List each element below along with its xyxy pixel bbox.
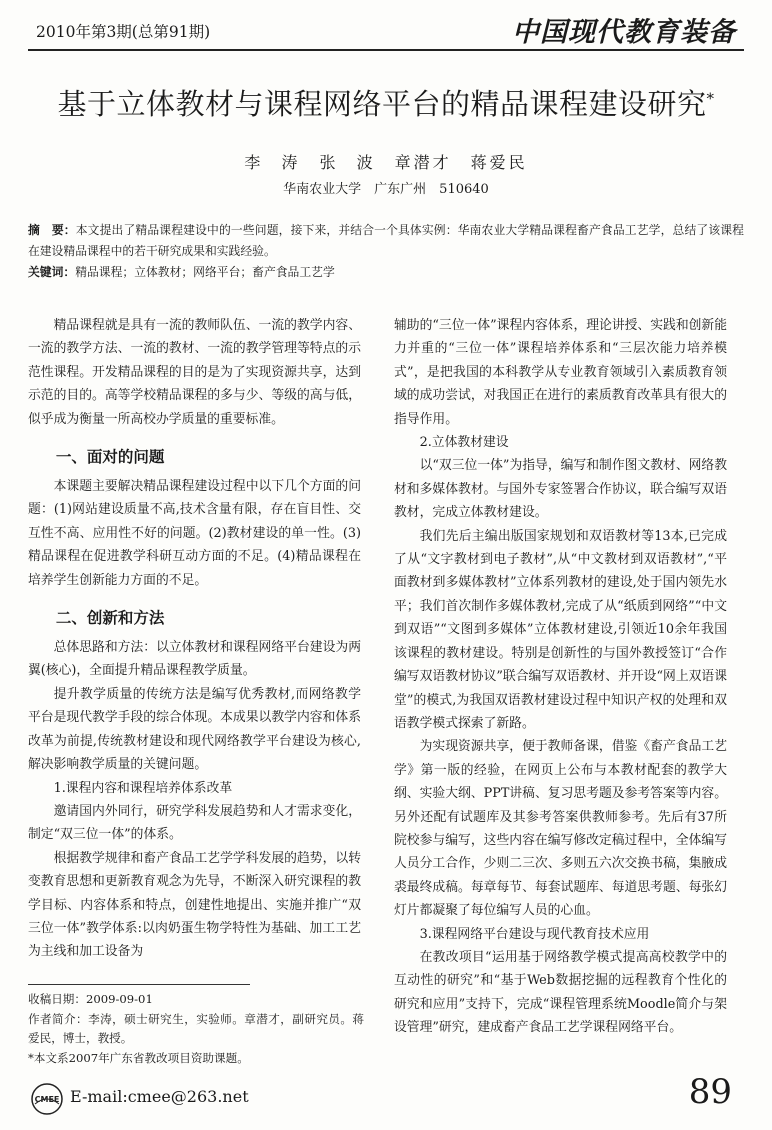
section-heading-problems: 一、面对的问题: [55, 448, 165, 467]
abstract-text: 本文提出了精品课程建设中的一些问题，接下来，并结合一个具体实例：华南农业大学精品课程畜产食品工艺学，总结了该课程在建设精品课程中的若干研究成果和实践经验。: [28, 223, 744, 258]
methods-paragraph-3: 邀请国内外同行，研究学科发展趋势和人才需求变化，制定“双三位一体”的体系。: [28, 803, 361, 843]
journal-name: 中国现代教育装备: [512, 17, 736, 48]
footnote-divider: [28, 984, 250, 985]
methods-paragraph-1: 总体思路和方法：以立体教材和课程网络平台建设为两翼(核心)，全面提升精品课程教学质量。: [28, 640, 361, 679]
textbook-paragraph-3: 为实现资源共享，便于教师备课，借鉴《畜产食品工艺学》第一版的经验，在网页上公布与本教材配套的教学大纲、实验大纲、PPT讲稿、复习思考题及参考答案等内容。另外还配有试题库及其参考答案供教师参考。先后有37所院校参与编写，这些内容在编写修改定稿过程中，全体编写人员分工合作，少则二三次、多则五六次交换书稿，集腋成裘最终成稿。每章每节、每套试题库、每道思考题、每张幻灯片都凝聚了每位编写人员的心血。: [394, 739, 727, 919]
platform-paragraph: 在教改项目“运用基于网络教学模式提高高校教学中的互动性的研究”和“基于Web数据挖掘的远程教育个性化的研究和应用”支持下，完成“课程管理系统Moodle简介与架设管理”研究，建成畜产食品工艺学课程网络平台。: [394, 949, 727, 1036]
continued-paragraph: 辅助的“三位一体”课程内容体系，理论讲授、实践和创新能力并重的“三位一体”课程培养体系和“三层次能力培养模式”，是把我国的本科教学从专业教育领域引入素质教育领域的成功尝试，对我国正在进行的素质教育改革具有很大的指导作用。: [394, 318, 728, 427]
textbook-paragraph-2: 我们先后主编出版国家规划和双语教材等13本,已完成了从“文字教材到电子教材”,从“中文教材到双语教材”,“平面教材到多媒体教材”立体系列教材的建设,处于国内领先水平；我们首次制作多媒体教材,完成了从“纸质到网络”“中文到双语”“文图到多媒体”立体教材建设,引领近10余年我国该课程的教材建设。特别是创新性的与国外教授签订“合作编写双语教材协议”联合编写双语教材、并开设“网上双语课堂”的模式,为我国双语教材建设过程中知识产权的处理和双语教学模式探索了新路。: [394, 528, 728, 731]
right-column: [394, 314, 727, 1040]
problems-paragraph: 本课题主要解决精品课程建设过程中以下几个方面的问题：(1)网站建设质量不高,技术含量有限，存在盲目性、交互性不高、应用性不好的问题。(2)教材建设的单一性。(3)精品课程在促进教学科研互动方面的不足。(4)精品课程在培养学生创新能力方面的不足。: [28, 479, 361, 588]
textbook-paragraph-1: 以“双三位一体”为指导，编写和制作图文教材、网络教材和多媒体教材。与国外专家签署合作协议，联合编写双语教材，完成立体教材建设。: [394, 458, 728, 521]
issue-info: 2010年第3期(总第91期): [36, 23, 211, 41]
intro-paragraph: 精品课程就是具有一流的教师队伍、一流的教学内容、一流的教学方法、一流的教材、一流的教学管理等特点的示范性课程。开发精品课程的目的是为了实现资源共享，达到示范的目的。高等学校精品课程的多与少、等级的高与低，似乎成为衡量一所高校办学质量的重要标准。: [28, 318, 361, 427]
subsection-heading-3: 3.课程网络平台建设与现代教育技术应用: [419, 926, 650, 942]
affiliation: 华南农业大学 广东广州 510640: [283, 182, 489, 197]
methods-paragraph-2: 提升教学质量的传统方法是编写优秀教材,而网络教学平台是现代教学手段的综合体现。本成果以教学内容和体系改革为前提,传统教材建设和现代网络教学平台建设为核心,解决影响教学质量的关键问题。: [28, 686, 361, 773]
subsection-heading-1: 1.课程内容和课程培养体系改革: [53, 780, 233, 796]
received-date: 收稿日期：2009-09-01: [28, 992, 153, 1006]
left-column: [28, 314, 361, 964]
author-bio: 作者简介：李涛，硕士研究生，实验师。章潜才，副研究员。蒋爱民，博士，教授。: [28, 1011, 364, 1045]
subsection-heading-2: 2.立体教材建设: [419, 435, 509, 451]
section-heading-methods: 二、创新和方法: [55, 609, 165, 628]
keywords-label: 关键词：: [28, 265, 76, 279]
page-number: 89: [688, 1072, 732, 1112]
methods-paragraph-4: 根据教学规律和畜产食品工艺学学科发展的趋势，以转变教育思想和更新教育观念为先导，不断深入研究课程的教学目标、内容体系和特点，创建性地提出、实施并推广“双三位一体”教学体系:以肉奶蛋生物学特性为基础、加工工艺为主线和加工设备为: [28, 850, 361, 960]
abstract-label: 摘 要：: [28, 223, 76, 237]
cmee-logo-icon: [30, 1082, 64, 1116]
paper-title-text: 基于立体教材与课程网络平台的精品课程建设研究: [57, 87, 707, 121]
title-footnote-mark: *: [706, 89, 715, 108]
paper-title: [0, 82, 772, 123]
header-divider: [28, 49, 744, 51]
abstract: [28, 220, 744, 262]
authors: 李 涛 张 波 章潜才 蒋爱民: [244, 153, 528, 172]
keywords-text: 精品课程；立体教材；网络平台；畜产食品工艺学: [75, 265, 335, 279]
logo-text: CMEE: [34, 1095, 60, 1104]
footnotes: [28, 990, 364, 1068]
keywords: [28, 262, 744, 282]
footer-email[interactable]: E-mail:cmee@263.net: [70, 1087, 249, 1106]
funding-note: *本文系2007年广东省教改项目资助课题。: [28, 1050, 249, 1065]
